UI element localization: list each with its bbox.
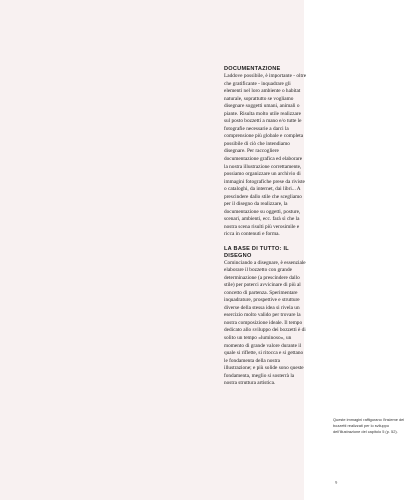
section-documentazione	[224, 66, 307, 239]
main-text-column	[224, 66, 307, 388]
page-number: 9	[335, 480, 338, 485]
section-heading: DOCUMENTAZIONE	[224, 66, 281, 72]
section-heading: LA BASE DI TUTTO: IL DISEGNO	[224, 245, 289, 259]
section-body: Cominciando a disegnare, è essenziale elaborare il bozzetto con grande determinazione (a prescindere dallo stile) per poterci avvicinare di più al concetto di partenza. Sperimentare inquadrature, prospettive e strutture diverse della stessa idea si rivela un esercizio molto valido per trovare la nostra composizione ideale. Il tempo dedicato allo sviluppo dei bozzetti è di solito un tempo «luminoso», un momento di grande valore durante il quale si riflette, si ritocca e si gettano le fondamenta della nostra illustrazione; e più solide sono queste fondamenta, meglio si sosterrà la nostra struttura artistica.	[224, 259, 306, 387]
section-body: Laddove possibile, è importante - oltre che gratificante - inquadrare gli elementi nel loro ambiente o habitat naturale, soprattutto se vogliamo disegnare soggetti umani, animali o piante. Risulta molto utile realizzare sul posto bozzetti a mano e/o tutte le fotografie necessarie a darci la comprensione più globale e completa possibile di ciò che intendiamo disegnare. Per raccogliere documentazione grafica ed elaborare la nostra illustrazione correttamente, possiamo organizzare un archivio di immagini fotografiche prese da riviste o cataloghi, da internet, dai libri... A prescindere dallo stile che scegliamo per il disegno da realizzare, la documentazione su oggetti, posture, scenari, ambienti, ecc. farà sì che la nostra scena risulti più verosimile e ricca in contenuti e forma.	[224, 73, 307, 238]
image-caption: Queste immagini raffigurano l'insieme dei bozzetti realizzati per lo sviluppo dell'illustrazione del capitolo 5 (p. 52).	[333, 417, 405, 434]
section-la-base-di-tutto	[224, 246, 307, 388]
